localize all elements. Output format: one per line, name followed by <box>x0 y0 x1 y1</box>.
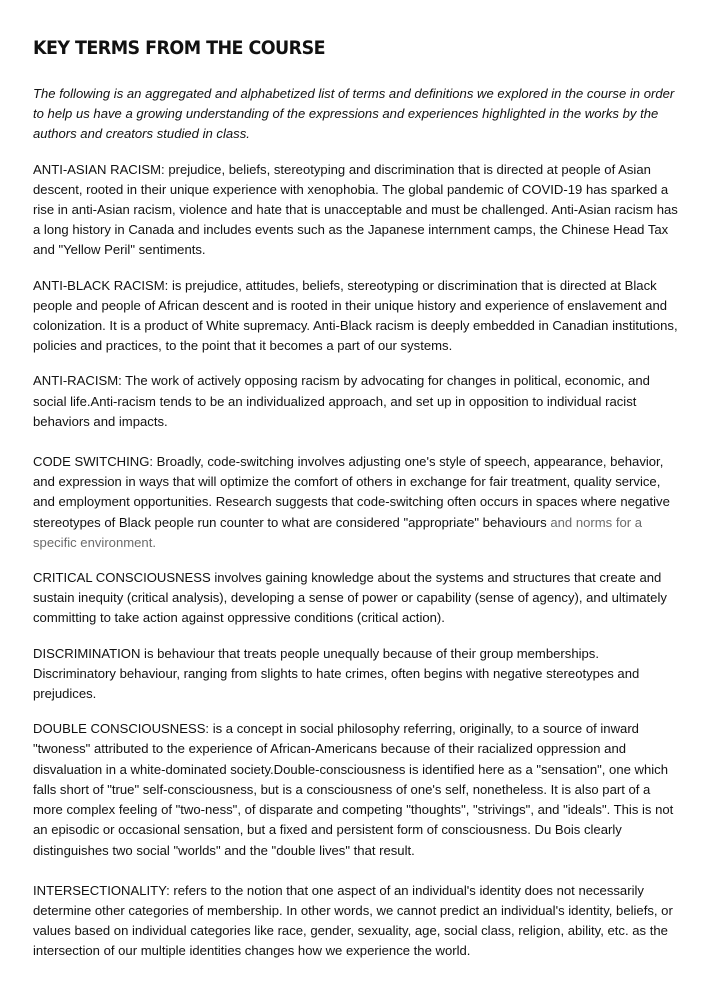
term-code-switching <box>33 452 683 553</box>
page-title: KEY TERMS FROM THE COURSE <box>33 37 326 59</box>
term-code-switching-faded-text: and norms for a specific environment. <box>33 514 643 550</box>
term-code-switching-text: CODE SWITCHING: Broadly, code-switching involves adjusting one's style of speech, appearance, behavior, and expression in ways that will optimize the comfort of others in exchange for fair treatment, quality service, and employment opportunities. Research suggests that code-switching often occurs in spaces where negative stereotypes of Black people run counter to what are considered "appropriate" behaviours <box>33 454 670 530</box>
intro-paragraph: The following is an aggregated and alphabetized list of terms and definitions we explored in the course in order to help us have a growing understanding of the expressions and experiences highlighted in the works by the authors and creators studied in class. <box>33 86 675 142</box>
term-anti-racism: ANTI-RACISM: The work of actively opposing racism by advocating for changes in political, economic, and social life.Anti-racism tends to be an individualized approach, and set up in opposition to individual racist behaviors and impacts. <box>33 373 650 429</box>
term-discrimination: DISCRIMINATION is behaviour that treats people unequally because of their group memberships. Discriminatory behaviour, ranging from slights to hate crimes, often begins with negative stereotypes and prejudices. <box>33 645 640 702</box>
document-page <box>33 36 683 977</box>
term-intersectionality: INTERSECTIONALITY: refers to the notion that one aspect of an individual's identity does not necessarily determine other categories of membership. In other words, we cannot predict an individual's identity, beliefs, or values based on individual categories like race, gender, sexuality, age, social class, religion, ability, etc. as the intersection of our multiple identities changes how we experience the world. <box>33 882 673 959</box>
term-anti-black-racism: ANTI-BLACK RACISM: is prejudice, attitudes, beliefs, stereotyping or discrimination that is directed at Black people and people of African descent and is rooted in their unique history and experience of enslavement and colonization. It is a product of White supremacy. Anti-Black racism is deeply embedded in Canadian institutions, policies and practices, to the point that it becomes a part of our systems. <box>33 277 678 354</box>
term-double-consciousness: DOUBLE CONSCIOUSNESS: is a concept in social philosophy referring, originally, to a source of inward "twoness" attributed to the experience of African-Americans because of their racialized oppression and disvaluation in a white-dominated society.Double-consciousness is identified here as a "sensation", one which falls short of "true" self-consciousness, but is a consciousness of one's self, nonetheless. It is also part of a more complex feeling of "two-ness", of disparate and competing "thoughts", "strivings", and "ideals". This is not an episodic or occasional sensation, but a fixed and persistent form of consciousness. Du Bois clearly distinguishes two social "worlds" and the "double lives" that result. <box>33 721 674 858</box>
term-anti-asian-racism: ANTI-ASIAN RACISM: prejudice, beliefs, stereotyping and discrimination that is directed at people of Asian descent, rooted in their unique experience with xenophobia. The global pandemic of COVID-19 has sparked a rise in anti-Asian racism, violence and hate that is unacceptable and must be challenged. Anti-Asian racism has a long history in Canada and includes events such as the Japanese internment camps, the Chinese Head Tax and "Yellow Peril" sentiments. <box>33 161 678 258</box>
term-critical-consciousness: CRITICAL CONSCIOUSNESS involves gaining knowledge about the systems and structures that create and sustain inequity (critical analysis), developing a sense of power or capability (sense of agency), and ultimately committing to take action against oppressive conditions (critical action). <box>33 570 667 626</box>
